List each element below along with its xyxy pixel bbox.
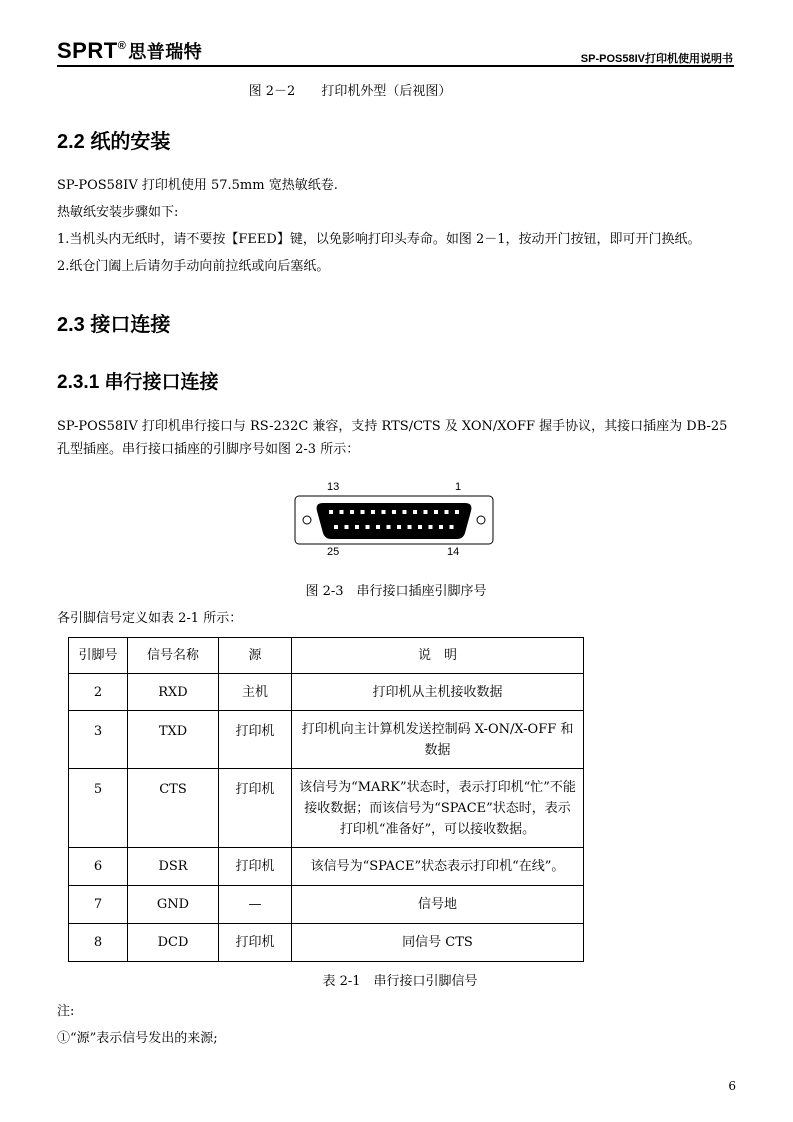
cell-source: 打印机 <box>219 848 292 886</box>
pin-hole <box>376 525 380 529</box>
cell-description: 该信号为“SPACE”状态表示打印机“在线”。 <box>292 848 584 886</box>
pin-hole <box>371 510 375 514</box>
table-row <box>69 711 584 769</box>
paragraph: 热敏纸安装步骤如下: <box>57 205 179 220</box>
pin-hole <box>445 510 449 514</box>
mount-hole-left <box>303 516 311 524</box>
pin-hole <box>397 525 401 529</box>
pin-hole <box>455 510 459 514</box>
document-title: SP-POS58IV打印机使用说明书 <box>580 53 733 65</box>
pin-hole <box>387 525 391 529</box>
section-2-3-1-heading: 2.3.1 串行接口连接 <box>57 372 219 393</box>
cell-pin: 3 <box>69 711 128 769</box>
brand-logo <box>57 38 202 64</box>
pin-hole <box>418 525 422 529</box>
cell-description: 信号地 <box>292 886 584 924</box>
cell-signal: GND <box>128 886 219 924</box>
cell-source: 打印机 <box>219 769 292 848</box>
cell-pin: 2 <box>69 674 128 711</box>
figure-2-3-caption: 图 2-3 串行接口插座引脚序号 <box>305 584 487 599</box>
pin-label-14: 14 <box>447 546 460 558</box>
cell-signal: DSR <box>128 848 219 886</box>
pin-hole <box>334 525 338 529</box>
pin-hole <box>450 525 454 529</box>
pin-hole <box>403 510 407 514</box>
cell-description: 该信号为“MARK”状态时，表示打印机“忙”不能接收数据；而该信号为“SPACE”状态时，表示打印机“准备好”，可以接收数据。 <box>292 769 584 848</box>
cell-source: 主机 <box>219 674 292 711</box>
cell-signal: DCD <box>128 924 219 962</box>
pin-hole <box>350 510 354 514</box>
pin-hole <box>439 525 443 529</box>
cell-signal: TXD <box>128 711 219 769</box>
cell-signal: CTS <box>128 769 219 848</box>
cell-source: 打印机 <box>219 924 292 962</box>
table-2-1-caption: 表 2-1 串行接口引脚信号 <box>322 974 478 989</box>
section-2-3-1-body: SP-POS58IV 打印机串行接口与 RS-232C 兼容，支持 RTS/CTS 及 XON/XOFF 握手协议，其接口插座为 DB-25 孔型插座。串行接口插座的引脚序号如图 2-3 所示： <box>57 419 728 457</box>
cell-source: — <box>219 886 292 924</box>
cell-pin: 5 <box>69 769 128 848</box>
pin-hole <box>382 510 386 514</box>
pin-signal-table <box>68 637 584 962</box>
connector-body <box>317 503 472 539</box>
cell-description: 打印机向主计算机发送控制码 X-ON/X-OFF 和数据 <box>292 711 584 769</box>
pin-label-13: 13 <box>327 481 340 493</box>
pin-hole <box>413 510 417 514</box>
pin-label-25: 25 <box>327 546 340 558</box>
cell-signal: RXD <box>128 674 219 711</box>
table-intro: 各引脚信号定义如表 2-1 所示： <box>57 611 243 626</box>
pin-hole <box>345 525 349 529</box>
pin-hole <box>366 525 370 529</box>
pin-hole <box>355 525 359 529</box>
pin-hole <box>408 525 412 529</box>
table-row <box>69 924 584 962</box>
cell-pin: 6 <box>69 848 128 886</box>
paragraph: 2.纸仓门阖上后请勿手动向前拉纸或向后塞纸。 <box>57 259 330 274</box>
header-source: 源 <box>219 638 292 674</box>
pin-label-1: 1 <box>455 481 462 493</box>
db25-connector-diagram <box>293 478 495 560</box>
paragraph: 1.当机头内无纸时，请不要按【FEED】键，以免影响打印头寿命。如图 2－1，按动开门按钮，即可开门换纸。 <box>57 232 701 247</box>
cell-description: 同信号 CTS <box>292 924 584 962</box>
pin-hole <box>434 510 438 514</box>
section-2-2-heading: 2.2 纸的安装 <box>57 131 171 153</box>
pin-hole <box>424 510 428 514</box>
brand-name-cn: 思普瑞特 <box>128 42 203 62</box>
cell-pin: 7 <box>69 886 128 924</box>
brand-name: SPRT <box>57 38 118 63</box>
pin-hole <box>329 510 333 514</box>
page-number: 6 <box>728 1079 736 1093</box>
cell-source: 打印机 <box>219 711 292 769</box>
paragraph: SP-POS58IV 打印机使用 57.5mm 宽热敏纸卷. <box>57 178 338 193</box>
header-divider <box>57 65 734 67</box>
pin-hole <box>340 510 344 514</box>
table-row <box>69 769 584 848</box>
section-2-2-body <box>57 174 741 278</box>
figure-2-2-caption: 图 2－2 打印机外型（后视图） <box>248 84 452 99</box>
section-2-3-heading: 2.3 接口连接 <box>57 314 171 336</box>
table-header-row <box>69 638 584 674</box>
header-signal: 信号名称 <box>128 638 219 674</box>
table-row <box>69 886 584 924</box>
registered-mark: ® <box>117 40 127 52</box>
cell-pin: 8 <box>69 924 128 962</box>
notes-label: 注: <box>57 1004 75 1019</box>
pin-hole <box>392 510 396 514</box>
header-pin: 引脚号 <box>69 638 128 674</box>
pin-hole <box>361 510 365 514</box>
table-row <box>69 848 584 886</box>
cell-description: 打印机从主机接收数据 <box>292 674 584 711</box>
table-row <box>69 674 584 711</box>
pin-hole <box>429 525 433 529</box>
mount-hole-right <box>477 516 485 524</box>
header-description: 说 明 <box>292 638 584 674</box>
note-item: ①“源”表示信号发出的来源; <box>57 1031 218 1046</box>
